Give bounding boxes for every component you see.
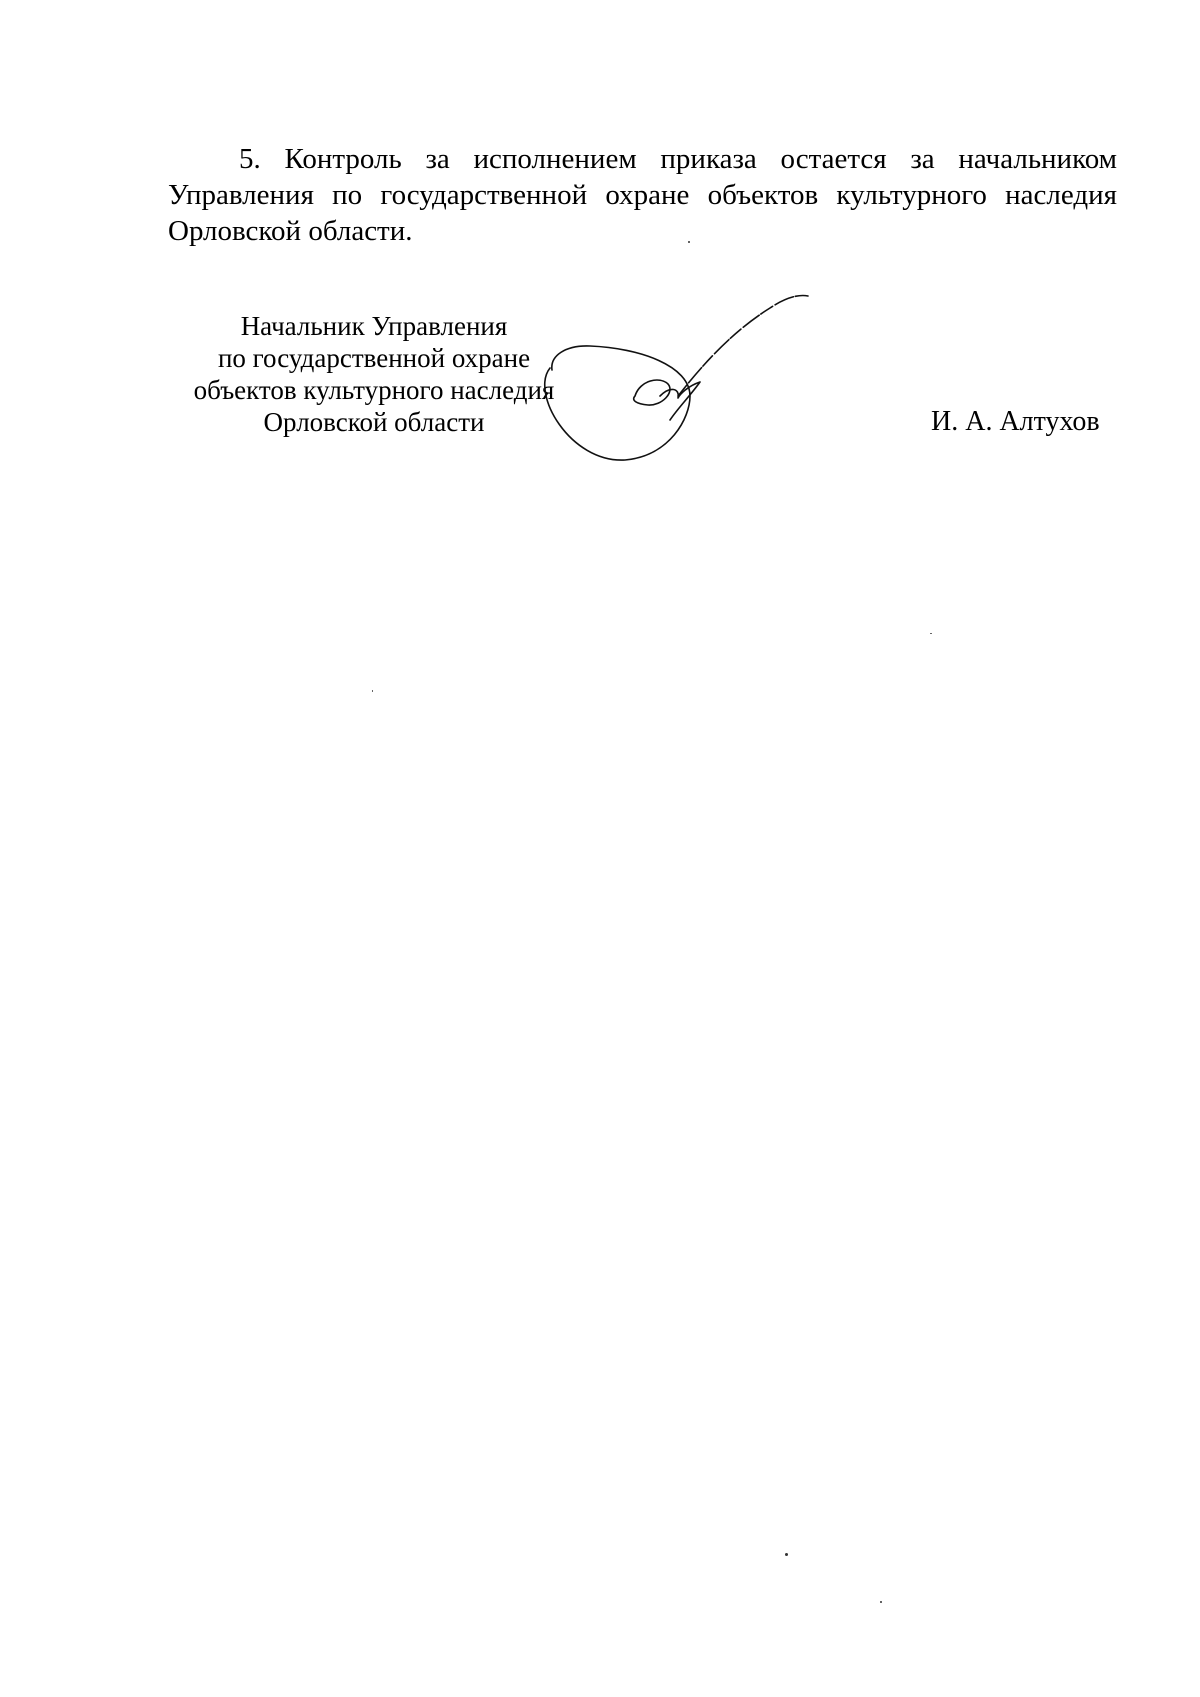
signatory-name: И. А. Алтухов [931, 406, 1100, 437]
position-line-2: по государственной охране [217, 343, 531, 373]
scan-speck [930, 633, 932, 634]
order-clause-5: 5. Контроль за исполнением приказа остается за начальником Управления по государственной охране объектов культурного наследия Орловской области. [168, 143, 1117, 247]
scan-speck [880, 1601, 882, 1603]
scan-speck [785, 1553, 788, 1556]
position-line-4: Орловской области [263, 407, 485, 437]
position-line-3: объектов культурного наследия [193, 375, 555, 405]
scan-speck [372, 690, 373, 692]
scan-speck [688, 241, 690, 243]
signatory-position [170, 310, 578, 438]
handwritten-signature [530, 278, 830, 468]
position-line-1: Начальник Управления [240, 311, 508, 341]
